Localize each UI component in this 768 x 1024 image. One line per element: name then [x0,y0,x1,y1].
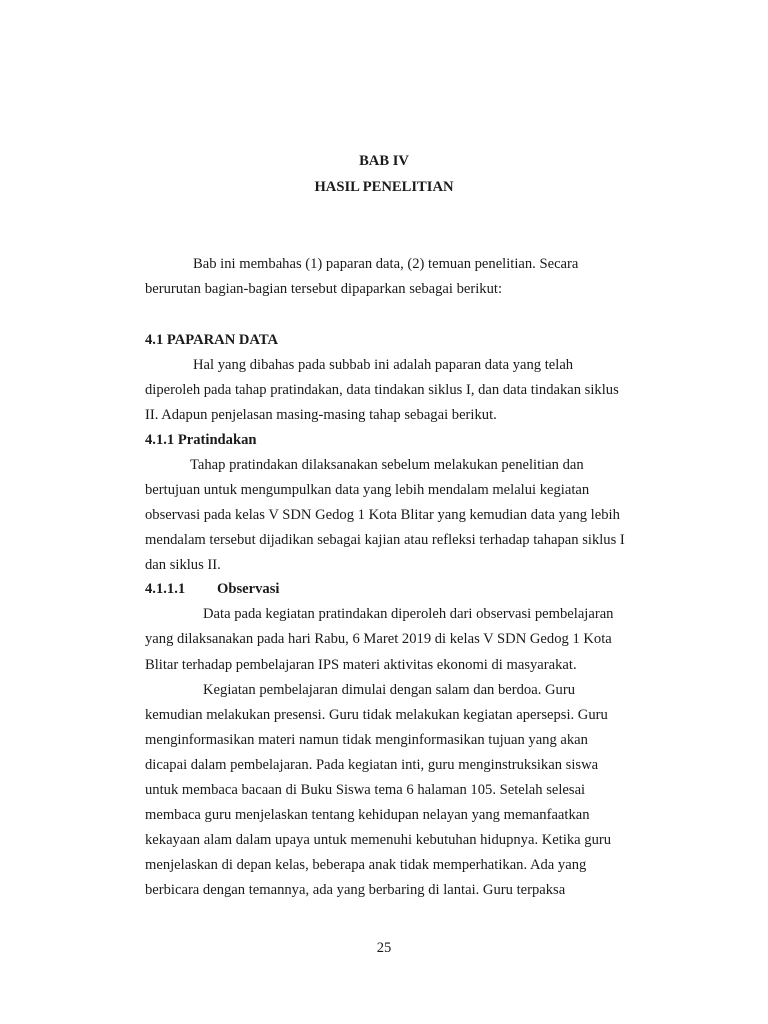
paragraph-line: Hal yang dibahas pada subbab ini adalah paparan data yang telah [193,357,574,373]
paragraph-line: observasi pada kelas V SDN Gedog 1 Kota Blitar yang kemudian data yang lebih [145,507,620,523]
paragraph-line: kekayaan alam dalam upaya untuk memenuhi kebutuhan hidupnya. Ketika guru [145,832,612,848]
paragraph-line: membaca guru menjelaskan tentang kehidupan nelayan yang memanfaatkan [145,807,590,823]
paragraph-line: yang dilaksanakan pada hari Rabu, 6 Maret 2019 di kelas V SDN Gedog 1 Kota [145,631,612,647]
paragraph-line: menginformasikan materi namun tidak menginformasikan tujuan yang akan [145,732,588,748]
section-heading-4-1-1: 4.1.1 Pratindakan [145,432,257,448]
paragraph-line: dan siklus II. [145,557,221,573]
paragraph-line: bertujuan untuk mengumpulkan data yang lebih mendalam melalui kegiatan [145,482,590,498]
paragraph-line: berbicara dengan temannya, ada yang berbaring di lantai. Guru terpaksa [145,882,566,898]
chapter-title: HASIL PENELITIAN [314,179,454,195]
paragraph-line: diperoleh pada tahap pratindakan, data tindakan siklus I, dan data tindakan siklus [145,382,619,398]
paragraph-line: kemudian melakukan presensi. Guru tidak melakukan kegiatan apersepsi. Guru [145,707,608,723]
paragraph-line: Kegiatan pembelajaran dimulai dengan salam dan berdoa. Guru [203,682,575,698]
paragraph-line: untuk membaca bacaan di Buku Siswa tema 6 halaman 105. Setelah selesai [145,782,586,798]
chapter-number: BAB IV [359,153,409,169]
intro-line: berurutan bagian-bagian tersebut dipaparkan sebagai berikut: [145,281,502,297]
intro-line: Bab ini membahas (1) paparan data, (2) temuan penelitian. Secara [193,256,579,272]
section-heading-number: 4.1.1.1 [145,581,186,597]
paragraph-line: Tahap pratindakan dilaksanakan sebelum melakukan penelitian dan [190,457,584,473]
section-heading-4-1: 4.1 PAPARAN DATA [145,332,279,348]
paragraph-line: II. Adapun penjelasan masing-masing tahap sebagai berikut. [145,407,497,423]
page-number: 25 [376,940,392,956]
paragraph-line: Data pada kegiatan pratindakan diperoleh dari observasi pembelajaran [203,606,614,622]
paragraph-line: Blitar terhadap pembelajaran IPS materi aktivitas ekonomi di masyarakat. [145,657,577,673]
paragraph-line: mendalam tersebut dijadikan sebagai kajian atau refleksi terhadap tahapan siklus I [145,532,625,548]
section-heading-title: Observasi [217,581,280,597]
paragraph-line: dicapai dalam pembelajaran. Pada kegiatan inti, guru menginstruksikan siswa [145,757,599,773]
paragraph-line: menjelaskan di depan kelas, beberapa anak tidak memperhatikan. Ada yang [145,857,587,873]
